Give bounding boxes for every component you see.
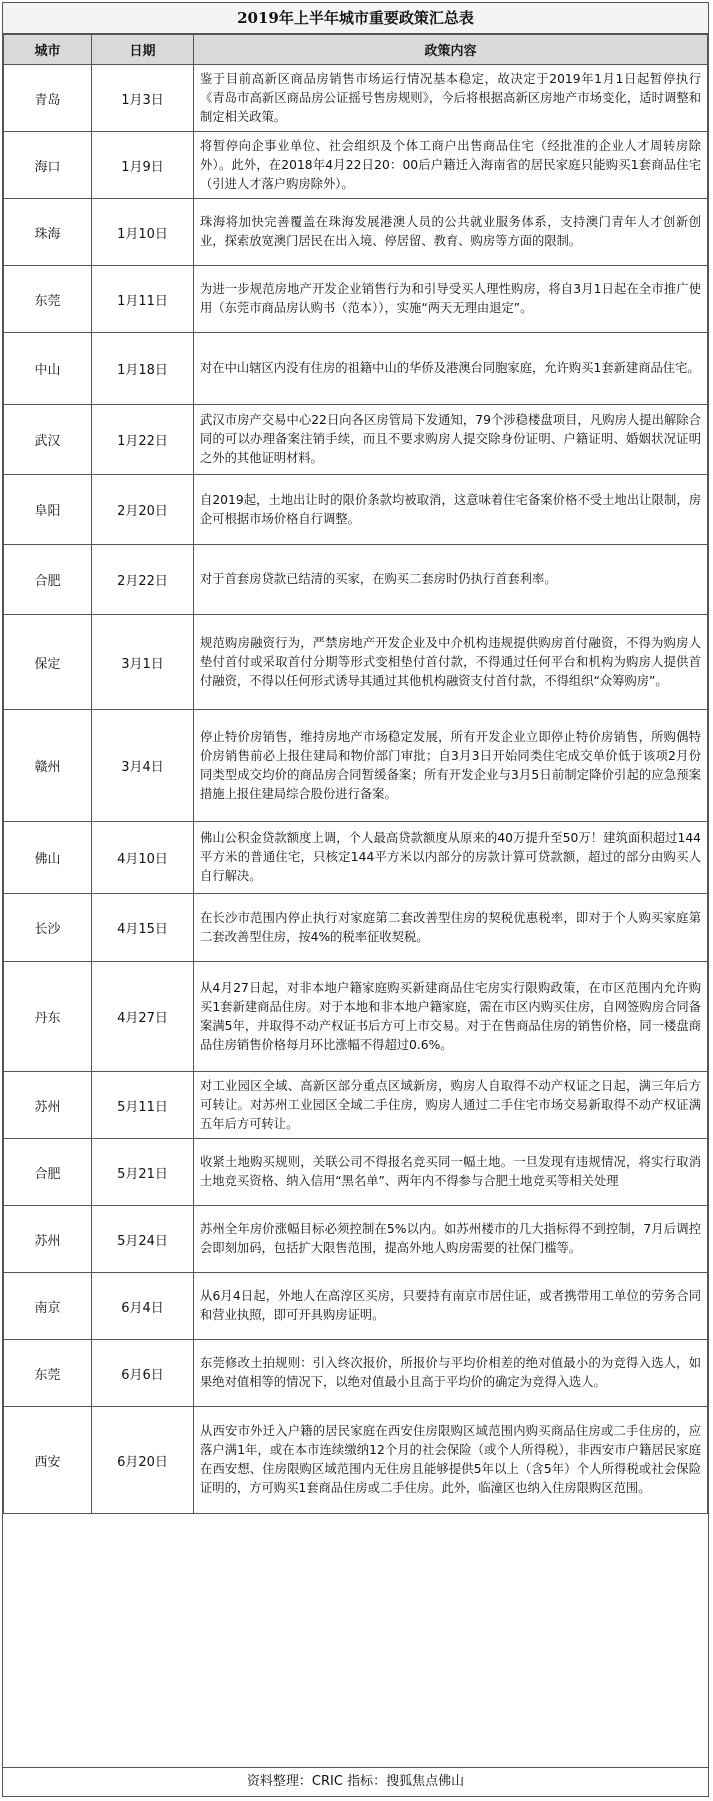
row-date: 4月15日 (92, 894, 194, 962)
row-text: 停止特价房销售，维持房地产市场稳定发展，所有开发企业立即停止特价房销售，所购偶特价房销售前必上报住建局和物价部门审批；自3月3日开始同类住宅成交单价低于该项2月份同类型成交均价的商品房合同暂缓备案；所有开发企业与3月5日前制定降价引起的应急预案措施上报住建局综合股份进行备案。 (194, 710, 708, 822)
row-city: 长沙 (4, 894, 92, 962)
source-footer: 资料整理：CRIC 指标：搜狐焦点佛山 (3, 1767, 708, 1796)
table-row (4, 1206, 708, 1273)
table-row (4, 266, 708, 333)
row-text: 从6月4日起，外地人在高淳区买房，只要持有南京市居住证，或者携带用工单位的劳务合同和营业执照，即可开具购房证明。 (194, 1273, 708, 1340)
row-text: 自2019起，土地出让时的限价条款均被取消，这意味着住宅备案价格不受土地出让限制，房企可根据市场价格自行调整。 (194, 475, 708, 545)
header-row (4, 35, 708, 65)
row-date: 1月18日 (92, 333, 194, 405)
table-row (4, 1072, 708, 1139)
row-text: 收紧土地购买规则，关联公司不得报名竞买同一幅土地。一旦发现有违规情况，将实行取消土地竞买资格、纳入信用“黑名单”、两年内不得参与合肥土地竞买等相关处理 (194, 1139, 708, 1206)
row-date: 1月3日 (92, 65, 194, 132)
row-date: 1月10日 (92, 199, 194, 266)
row-text: 东莞修改土拍规则：引入终次报价，所报价与平均价相差的绝对值最小的为竞得入选人，如果绝对值相等的情况下，以绝对值最小且高于平均价的确定为竞得入选人。 (194, 1340, 708, 1407)
row-date: 1月9日 (92, 132, 194, 199)
table-row (4, 132, 708, 199)
row-text: 将暂停向企事业单位、社会组织及个体工商户出售商品住宅（经批准的企业人才周转房除外）。此外，在2018年4月22日20：00后户籍迁入海南省的居民家庭只能购买1套商品住宅（引进人才落户购房除外）。 (194, 132, 708, 199)
table-title: 2019年上半年城市重要政策汇总表 (3, 3, 708, 34)
table-row (4, 894, 708, 962)
row-date: 5月21日 (92, 1139, 194, 1206)
row-date: 5月11日 (92, 1072, 194, 1139)
row-date: 4月27日 (92, 962, 194, 1072)
table-row (4, 199, 708, 266)
row-text: 对工业园区全域、高新区部分重点区域新房，购房人自取得不动产权证之日起，满三年后方可转让。对苏州工业园区全域二手住房，购房人通过二手住宅市场交易新取得不动产权证满五年后方可转让。 (194, 1072, 708, 1139)
row-date: 4月10日 (92, 822, 194, 894)
row-date: 6月4日 (92, 1273, 194, 1340)
row-city: 珠海 (4, 199, 92, 266)
row-date: 5月24日 (92, 1206, 194, 1273)
row-text: 苏州全年房价涨幅目标必须控制在5%以内。如苏州楼市的几大指标得不到控制，7月后调控会即刻加码，包括扩大限售范围，提高外地人购房需要的社保门槛等。 (194, 1206, 708, 1273)
row-city: 武汉 (4, 405, 92, 475)
row-city: 保定 (4, 615, 92, 710)
row-city: 合肥 (4, 1139, 92, 1206)
row-text: 佛山公积金贷款额度上调，个人最高贷款额度从原来的40万提升至50万！建筑面积超过144平方米的普通住宅，只核定144平方米以内部分的房款计算可贷款额，超过的部分由购买人自行解决。 (194, 822, 708, 894)
table-row (4, 1340, 708, 1407)
row-text: 规范购房融资行为，严禁房地产开发企业及中介机构违规提供购房首付融资，不得为购房人垫付首付或采取首付分期等形式变相垫付首付款，不得通过任何平台和机构为购房人提供首付融资，不得以任何形式诱导其通过其他机构融资支付首付款，不得组织“众筹购房”。 (194, 615, 708, 710)
row-city: 佛山 (4, 822, 92, 894)
row-text: 鉴于目前高新区商品房销售市场运行情况基本稳定，故决定于2019年1月1日起暂停执行《青岛市高新区商品房公证摇号售房规则》，今后将根据高新区房地产市场变化，适时调整和制定相关政策。 (194, 65, 708, 132)
row-city: 赣州 (4, 710, 92, 822)
row-city: 南京 (4, 1273, 92, 1340)
row-date: 6月20日 (92, 1407, 194, 1514)
row-text: 从4月27日起，对非本地户籍家庭购买新建商品住宅房实行限购政策，在市区范围内允许购买1套新建商品住房。对于本地和非本地户籍家庭，需在市区内购买住房，自网签购房合同备案满5年，并取得不动产权证书后方可上市交易。对于在售商品住房的销售价格，同一楼盘商品住房销售价格每月环比涨幅不得超过0.6%。 (194, 962, 708, 1072)
policy-summary-table (2, 2, 709, 1797)
table-row (4, 65, 708, 132)
row-date: 3月4日 (92, 710, 194, 822)
row-city: 合肥 (4, 545, 92, 615)
table-row (4, 962, 708, 1072)
row-city: 阜阳 (4, 475, 92, 545)
policy-table (3, 34, 708, 1514)
row-text: 在长沙市范围内停止执行对家庭第二套改善型住房的契税优惠税率，即对于个人购买家庭第二套改善型住房，按4%的税率征收契税。 (194, 894, 708, 962)
table-row (4, 822, 708, 894)
row-date: 1月22日 (92, 405, 194, 475)
table-row (4, 710, 708, 822)
header-city: 城市 (4, 35, 92, 65)
table-row (4, 1139, 708, 1206)
row-date: 6月6日 (92, 1340, 194, 1407)
row-text: 从西安市外迁入户籍的居民家庭在西安住房限购区域范围内购买商品住房或二手住房的，应落户满1年，或在本市连续缴纳12个月的社会保险（或个人所得税），非西安市户籍居民家庭在西安想、住房限购区域范围内无住房且能够提供5年以上（含5年）个人所得税或社会保险证明的，方可购买1套商品住房或二手住房。此外，临潼区也纳入住房限购区范围。 (194, 1407, 708, 1514)
row-city: 苏州 (4, 1072, 92, 1139)
table-row (4, 1273, 708, 1340)
header-policy: 政策内容 (194, 35, 708, 65)
row-city: 丹东 (4, 962, 92, 1072)
table-row (4, 405, 708, 475)
table-row (4, 333, 708, 405)
row-text: 武汉市房产交易中心22日向各区房管局下发通知，79个涉稳楼盘项目，凡购房人提出解除合同的可以办理备案注销手续，而且不要求购房人提交除身份证明、户籍证明、婚姻状况证明之外的其他证明材料。 (194, 405, 708, 475)
row-date: 3月1日 (92, 615, 194, 710)
row-city: 东莞 (4, 1340, 92, 1407)
row-text: 为进一步规范房地产开发企业销售行为和引导受买人理性购房，将自3月1日起在全市推广使用（东莞市商品房认购书（范本）），实施“两天无理由退定”。 (194, 266, 708, 333)
table-row (4, 615, 708, 710)
row-text: 对在中山辖区内没有住房的祖籍中山的华侨及港澳台同胞家庭，允许购买1套新建商品住宅。 (194, 333, 708, 405)
header-date: 日期 (92, 35, 194, 65)
row-text: 珠海将加快完善覆盖在珠海发展港澳人员的公共就业服务体系，支持澳门青年人才创新创业，探索放宽澳门居民在出入境、停居留、教育、购房等方面的限制。 (194, 199, 708, 266)
row-city: 西安 (4, 1407, 92, 1514)
row-city: 青岛 (4, 65, 92, 132)
row-city: 东莞 (4, 266, 92, 333)
row-text: 对于首套房贷款已结清的买家，在购买二套房时仍执行首套利率。 (194, 545, 708, 615)
row-city: 海口 (4, 132, 92, 199)
row-date: 2月20日 (92, 475, 194, 545)
row-city: 中山 (4, 333, 92, 405)
row-date: 2月22日 (92, 545, 194, 615)
table-row (4, 545, 708, 615)
table-row (4, 475, 708, 545)
table-row (4, 1407, 708, 1514)
row-city: 苏州 (4, 1206, 92, 1273)
row-date: 1月11日 (92, 266, 194, 333)
